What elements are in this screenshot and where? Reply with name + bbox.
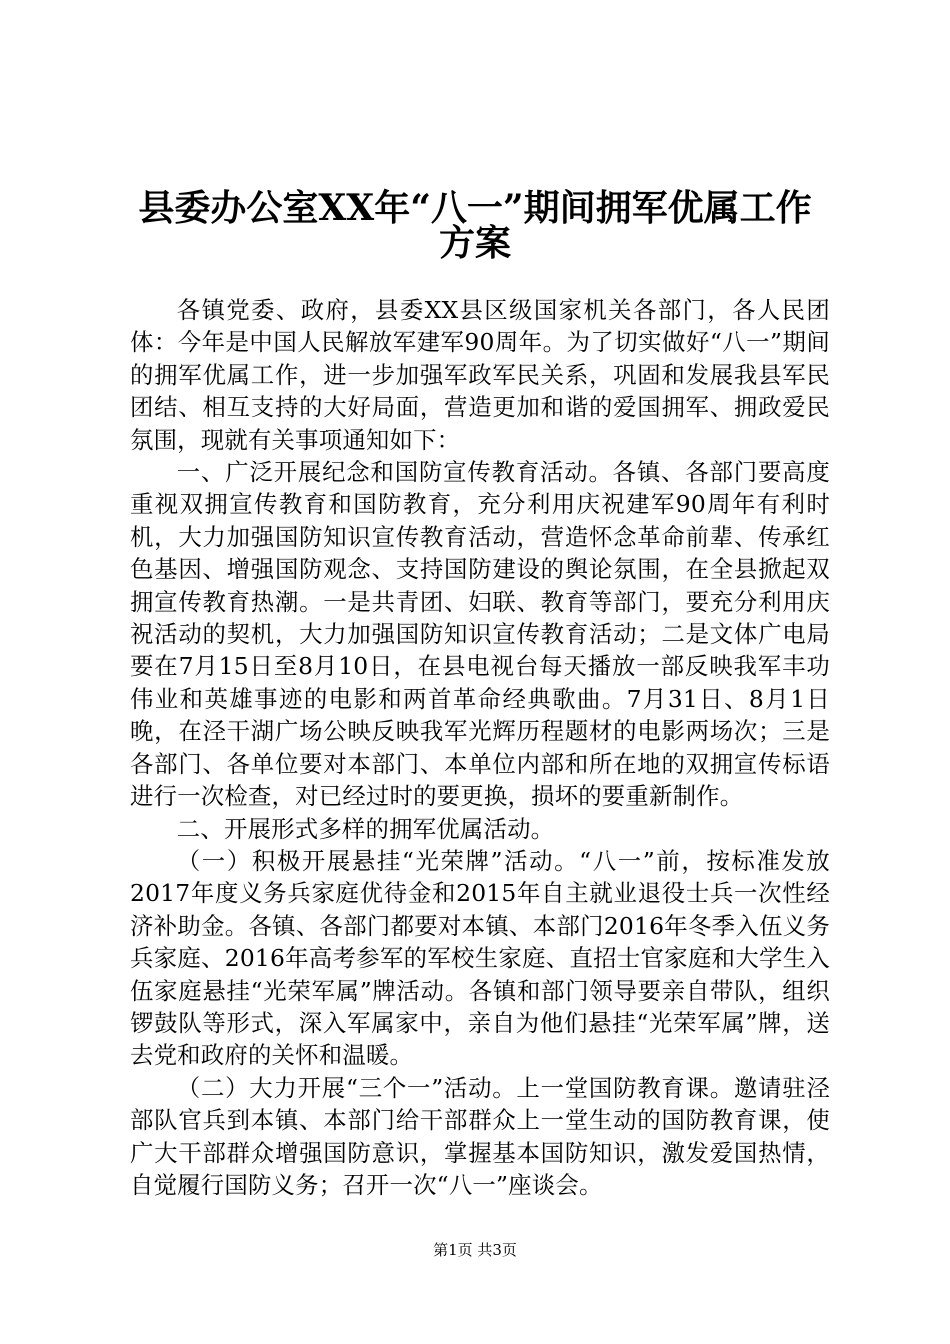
paragraph-salutation: 各镇党委、政府，县委XX县区级国家机关各部门，各人民团体：今年是中国人民解放军建军90周年。为了切实做好“八一”期间的拥军优属工作，进一步加强军政军民关系，巩固和发展我县军民团结、相互支持的大好局面，营造更加和谐的爱国拥军、拥政爱民氛围，现就有关事项通知如下：: [130, 296, 830, 454]
paragraph-section-1: 一、广泛开展纪念和国防宣传教育活动。各镇、各部门要高度重视双拥宣传教育和国防教育，充分利用庆祝建军90周年有利时机，大力加强国防知识宣传教育活动，营造怀念革命前辈、传承红色基因、增强国防观念、支持国防建设的舆论氛围，在全县掀起双拥宣传教育热潮。一是共青团、妇联、教育等部门，要充分利用庆祝活动的契机，大力加强国防知识宣传教育活动；二是文体广电局要在7月15日至8月10日，在县电视台每天播放一部反映我军丰功伟业和英雄事迹的电影和两首革命经典歌曲。7月31日、8月1日晚，在泾干湖广场公映反映我军光辉历程题材的电影两场次；三是各部门、各单位要对本部门、本单位内部和所在地的双拥宣传标语进行一次检查，对已经过时的要更换，损坏的要重新制作。: [130, 458, 830, 811]
paragraph-subsection-1: （一）积极开展悬挂“光荣牌”活动。“八一”前，按标准发放2017年度义务兵家庭优待金和2015年自主就业退役士兵一次性经济补助金。各镇、各部门都要对本镇、本部门2016年冬季入伍义务兵家庭、2016年高考参军的军校生家庭、直招士官家庭和大学生入伍家庭悬挂“光荣军属”牌活动。各镇和部门领导要亲自带队，组织锣鼓队等形式，深入军属家中，亲自为他们悬挂“光荣军属”牌，送去党和政府的关怀和温暖。: [130, 846, 830, 1070]
paragraph-section-2-heading: 二、开展形式多样的拥军优属活动。: [176, 814, 555, 843]
document-body: [130, 294, 830, 1201]
document-title-line-1: 县委办公室XX年“八一”期间拥军优属工作: [138, 187, 812, 229]
document-title-line-2: 方案: [438, 222, 511, 264]
paragraph-subsection-2: （二）大力开展“三个一”活动。上一堂国防教育课。邀请驻泾部队官兵到本镇、本部门给干部群众上一堂生动的国防教育课，使广大干部群众增强国防意识，掌握基本国防知识，激发爱国热情，自觉履行国防义务；召开一次“八一”座谈会。: [130, 1073, 830, 1199]
page-number-footer: 第1页 共3页: [433, 1241, 517, 1259]
